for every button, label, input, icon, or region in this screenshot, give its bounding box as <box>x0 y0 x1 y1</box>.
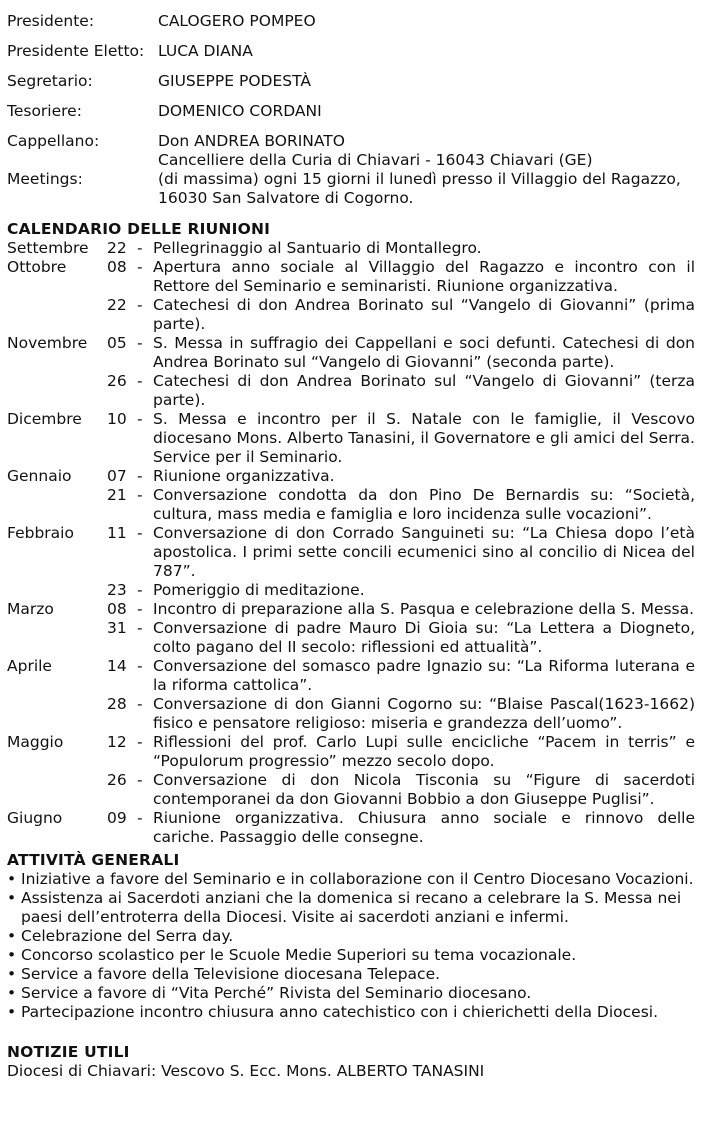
calendar-list <box>7 239 695 847</box>
calendar-entry <box>7 239 695 258</box>
calendar-dash: - <box>137 296 143 314</box>
calendar-dash: - <box>137 334 143 352</box>
calendar-day: 07 <box>107 467 127 485</box>
calendar-month: Novembre <box>7 334 88 352</box>
calendar-day: 12 <box>107 733 127 751</box>
bullet-icon: • <box>7 889 17 907</box>
bullet-icon: • <box>7 946 17 964</box>
activity-item <box>7 927 697 946</box>
calendar-day: 26 <box>107 771 127 789</box>
activities-list <box>7 870 697 1022</box>
calendar-dash: - <box>137 657 143 675</box>
calendar-day: 14 <box>107 657 127 675</box>
activity-text: Celebrazione del Serra day. <box>21 927 234 945</box>
calendar-dash: - <box>137 239 143 257</box>
bullet-icon: • <box>7 965 17 983</box>
calendar-dash: - <box>137 600 143 618</box>
calendar-text: Riunione organizzativa. Chiusura anno sociale e rinnovo delle cariche. Passaggio delle consegne. <box>153 809 695 846</box>
calendar-dash: - <box>137 467 143 485</box>
officer-name: GIUSEPPE PODESTÀ <box>158 72 311 90</box>
calendar-text: S. Messa e incontro per il S. Natale con le famiglie, il Vescovo diocesano Mons. Alberto Tanasini, il Governatore e gli amici del Serra. Service per il Seminario. <box>153 410 695 466</box>
calendar-text: Conversazione condotta da don Pino De Bernardis su: “Società, cultura, mass media e famiglia e loro incidenza sulle vocazioni”. <box>153 486 695 523</box>
activity-text: Service a favore della Televisione diocesana Telepace. <box>21 965 441 983</box>
officer-role: Tesoriere: <box>7 102 82 120</box>
calendar-dash: - <box>137 695 143 713</box>
calendar-text: S. Messa in suffragio dei Cappellani e soci defunti. Catechesi di don Andrea Borinato sul “Vangelo di Giovanni” (seconda parte). <box>153 334 695 371</box>
calendar-entry <box>7 467 695 486</box>
calendar-text: Riunione organizzativa. <box>153 467 335 485</box>
calendar-month: Marzo <box>7 600 54 618</box>
calendar-entry <box>7 771 695 809</box>
calendar-month: Ottobre <box>7 258 67 276</box>
calendar-text: Conversazione di don Corrado Sanguineti su: “La Chiesa dopo l’età apostolica. I primi sette concili ecumenici sino al concilio di Nicea del 787”. <box>153 524 695 580</box>
calendar-text: Conversazione del somasco padre Ignazio su: “La Riforma luterana e la riforma cattolica”. <box>153 657 695 694</box>
calendar-text: Conversazione di padre Mauro Di Gioia su: “La Lettera a Diogneto, colto pagano del II secolo: riflessioni ed attualità”. <box>153 619 695 656</box>
officer-name: CALOGERO POMPEO <box>158 12 316 30</box>
officer-role: Presidente Eletto: <box>7 42 145 60</box>
activity-item <box>7 889 697 927</box>
calendar-entry <box>7 410 695 467</box>
calendar-day: 22 <box>107 296 127 314</box>
meetings-text: (di massima) ogni 15 giorni il lunedì presso il Villaggio del Ragazzo, 16030 San Salvatore di Cogorno. <box>158 170 681 207</box>
calendar-entry <box>7 733 695 771</box>
calendar-entry <box>7 524 695 581</box>
calendar-entry <box>7 486 695 524</box>
notes-section <box>7 1043 697 1081</box>
calendar-month: Febbraio <box>7 524 74 542</box>
calendar-dash: - <box>137 372 143 390</box>
calendar-entry <box>7 258 695 296</box>
calendar-dash: - <box>137 733 143 751</box>
officer-name: DOMENICO CORDANI <box>158 102 322 120</box>
calendar-dash: - <box>137 524 143 542</box>
calendar-text: Conversazione di don Nicola Tisconia su “Figure di sacerdoti contemporanei da don Giovanni Bobbio a don Giuseppe Puglisi”. <box>153 771 695 808</box>
calendar-dash: - <box>137 619 143 637</box>
calendar-month: Maggio <box>7 733 64 751</box>
activity-text: Assistenza ai Sacerdoti anziani che la domenica si recano a celebrare la S. Messa nei paesi dell’entroterra della Diocesi. Visite ai sacerdoti anziani e infermi. <box>21 889 682 926</box>
calendar-day: 23 <box>107 581 127 599</box>
calendar-month: Settembre <box>7 239 89 257</box>
calendar-title: CALENDARIO DELLE RIUNIONI <box>7 220 271 238</box>
calendar-day: 05 <box>107 334 127 352</box>
calendar-dash: - <box>137 809 143 827</box>
calendar-section <box>7 220 695 847</box>
officer-role: Meetings: <box>7 170 83 188</box>
officer-name: Don ANDREA BORINATO <box>158 132 345 150</box>
calendar-entry <box>7 695 695 733</box>
bullet-icon: • <box>7 1003 17 1021</box>
activity-item <box>7 965 697 984</box>
calendar-text: Apertura anno sociale al Villaggio del Ragazzo e incontro con il Rettore del Seminario e seminaristi. Riunione organizzativa. <box>153 258 695 295</box>
calendar-entry <box>7 372 695 410</box>
officer-name-block <box>158 132 697 170</box>
calendar-day: 10 <box>107 410 127 428</box>
calendar-text: Catechesi di don Andrea Borinato sul “Vangelo di Giovanni” (prima parte). <box>153 296 695 333</box>
officer-role: Segretario: <box>7 72 93 90</box>
calendar-text: Riflessioni del prof. Carlo Lupi sulle encicliche “Pacem in terris” e “Populorum progressio” mezzo secolo dopo. <box>153 733 695 770</box>
officer-role: Presidente: <box>7 12 95 30</box>
officer-row <box>7 132 697 170</box>
calendar-text: Pomeriggio di meditazione. <box>153 581 365 599</box>
officer-row <box>7 12 697 42</box>
calendar-dash: - <box>137 486 143 504</box>
calendar-day: 28 <box>107 695 127 713</box>
calendar-entry <box>7 809 695 847</box>
calendar-day: 26 <box>107 372 127 390</box>
activity-item <box>7 870 697 889</box>
bullet-icon: • <box>7 870 17 888</box>
officer-row <box>7 102 697 132</box>
calendar-dash: - <box>137 410 143 428</box>
calendar-dash: - <box>137 581 143 599</box>
calendar-entry <box>7 600 695 619</box>
officer-row <box>7 42 697 72</box>
calendar-dash: - <box>137 771 143 789</box>
officer-role: Cappellano: <box>7 132 100 150</box>
calendar-day: 08 <box>107 258 127 276</box>
calendar-text: Conversazione di don Gianni Cogorno su: “Blaise Pascal(1623-1662) fisico e pensatore religioso: miseria e grandezza dell’uomo”. <box>153 695 695 732</box>
calendar-month: Gennaio <box>7 467 72 485</box>
bullet-icon: • <box>7 984 17 1002</box>
officer-detail: Cancelliere della Curia di Chiavari - 16043 Chiavari (GE) <box>158 151 593 169</box>
officer-row <box>7 170 697 208</box>
calendar-month: Aprile <box>7 657 52 675</box>
activity-text: Service a favore di “Vita Perché” Rivista del Seminario diocesano. <box>21 984 532 1002</box>
calendar-entry <box>7 657 695 695</box>
calendar-month: Giugno <box>7 809 63 827</box>
activity-item <box>7 946 697 965</box>
calendar-day: 08 <box>107 600 127 618</box>
calendar-entry <box>7 581 695 600</box>
bullet-icon: • <box>7 927 17 945</box>
calendar-dash: - <box>137 258 143 276</box>
calendar-day: 11 <box>107 524 127 542</box>
activity-item <box>7 984 697 1003</box>
officer-row <box>7 72 697 102</box>
officers-block <box>7 12 697 208</box>
activity-text: Iniziative a favore del Seminario e in collaborazione con il Centro Diocesano Vocazioni. <box>21 870 694 888</box>
calendar-text: Catechesi di don Andrea Borinato sul “Vangelo di Giovanni” (terza parte). <box>153 372 695 409</box>
activities-title: ATTIVITÀ GENERALI <box>7 851 180 869</box>
notes-title: NOTIZIE UTILI <box>7 1043 130 1061</box>
calendar-entry <box>7 619 695 657</box>
notes-text: Diocesi di Chiavari: Vescovo S. Ecc. Mons. ALBERTO TANASINI <box>7 1062 485 1080</box>
calendar-month: Dicembre <box>7 410 82 428</box>
calendar-day: 31 <box>107 619 127 637</box>
activity-item <box>7 1003 697 1022</box>
calendar-text: Pellegrinaggio al Santuario di Montallegro. <box>153 239 482 257</box>
calendar-day: 21 <box>107 486 127 504</box>
calendar-day: 09 <box>107 809 127 827</box>
activity-text: Concorso scolastico per le Scuole Medie Superiori su tema vocazionale. <box>21 946 577 964</box>
activities-section <box>7 851 697 1022</box>
calendar-day: 22 <box>107 239 127 257</box>
activity-text: Partecipazione incontro chiusura anno catechistico con i chierichetti della Diocesi. <box>21 1003 659 1021</box>
calendar-entry <box>7 334 695 372</box>
officer-name: LUCA DIANA <box>158 42 253 60</box>
calendar-text: Incontro di preparazione alla S. Pasqua e celebrazione della S. Messa. <box>153 600 695 618</box>
calendar-entry <box>7 296 695 334</box>
